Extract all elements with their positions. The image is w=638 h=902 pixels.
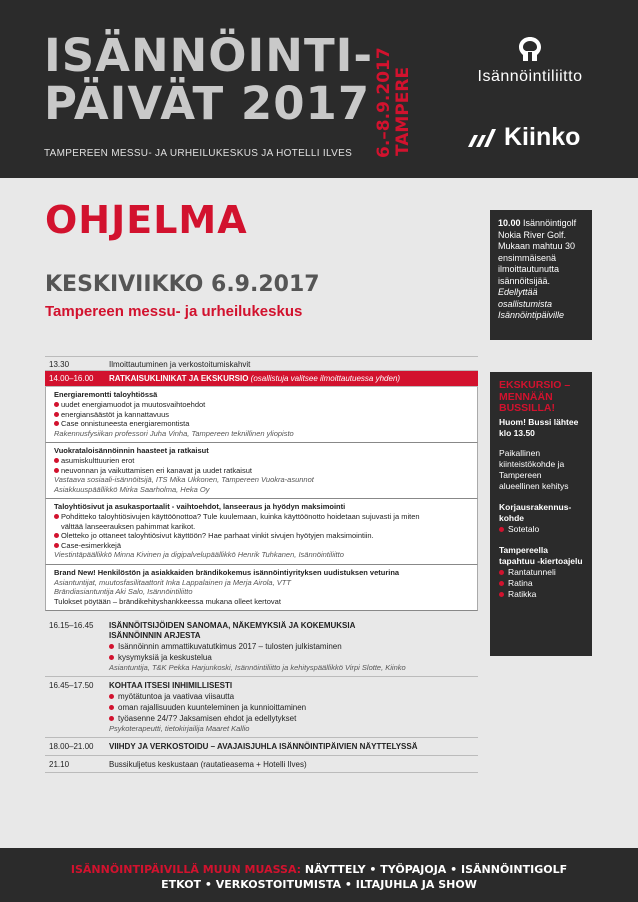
footer-list: NÄYTTELY • TYÖPAJOJA • ISÄNNÖINTIGOLF — [304, 863, 568, 876]
schedule-time: 13.30 — [49, 360, 70, 369]
event-title — [44, 29, 374, 130]
footer-banner — [0, 848, 638, 902]
bullet-icon — [499, 570, 504, 575]
excursion-subheading: Tampereella tapahtuu -kiertoajelu — [499, 544, 583, 566]
bullet-icon — [109, 655, 114, 660]
list-item: uudet energiamuodot ja muutosvaihtoehdot — [54, 400, 471, 410]
workshop-speaker: Brändiasiantuntija Aki Salo, Isännöintiliitto — [54, 587, 193, 596]
bullet-icon — [54, 514, 59, 519]
session-speaker: Asiantuntija, T&K Pekka Harjunkoski, Isännöintiliitto ja kehityspäällikkö Virpi Slotte, Kiinko — [109, 663, 406, 672]
list-item: Case onnistuneesta energiaremontista — [54, 419, 471, 429]
list-item: asumiskulttuurien erot — [54, 456, 471, 466]
schedule-row-clinics — [45, 371, 478, 387]
session-survey — [45, 617, 478, 677]
schedule-time: 16.45–17.50 — [49, 681, 94, 690]
list-item-continuation: välttää lanseerauksen pahimmat karikot. — [61, 521, 196, 531]
list-item: myötätuntoa ja vaativaa viisautta — [109, 691, 478, 702]
bullet-icon — [54, 468, 59, 473]
schedule-time: 21.10 — [49, 760, 70, 769]
workshop-rental-housing — [45, 443, 478, 499]
workshop-brand — [45, 565, 478, 612]
bullet-icon — [499, 581, 504, 586]
session-title: KOHTAA ITSESI INHIMILLISESTI — [109, 681, 233, 690]
excursion-title: EKSKURSIO – MENNÄÄN BUSSILLA! — [499, 379, 571, 414]
session-title: ISÄNNÖITSIJÖIDEN SANOMAA, NÄKEMYKSIÄ JA KOKEMUKSIA — [109, 621, 356, 630]
program-title: OHJELMA — [45, 198, 248, 242]
list-item: Isännöinnin ammattikuvatutkimus 2017 – tulosten julkistaminen — [109, 641, 478, 652]
vertical-dates: 6.–8.9.2017 — [374, 47, 394, 158]
workshop-title: Energiaremontti taloyhtiössä — [54, 390, 158, 399]
footer-line1 — [0, 862, 638, 877]
workshop-title: Vuokrataloisännöinnin haasteet ja ratkaisut — [54, 446, 209, 455]
list-item: Ratina — [499, 578, 583, 589]
workshop-energy — [45, 387, 478, 443]
workshop-speaker: Rakennusfysiikan professori Juha Vinha, Tampereen teknillinen yliopisto — [54, 428, 294, 438]
bullet-icon — [54, 402, 59, 407]
session-text: Bussikuljetus keskustaan (rautatieasema + Hotelli Ilves) — [109, 760, 307, 769]
schedule-row-registration — [45, 356, 478, 371]
isannointiliitto-logo — [452, 34, 608, 94]
list-item: kysymyksiä ja keskustelua — [109, 652, 478, 663]
workshop-portals — [45, 499, 478, 565]
bullet-icon — [109, 716, 114, 721]
list-item: työasenne 24/7? Jaksamisen ehdot ja edellytykset — [109, 713, 478, 724]
golf-text: Nokia River Golf. Mukaan mahtuu 30 ensimmäisenä ilmoittautunutta isännöitsijää. — [498, 229, 576, 286]
isannointiliitto-logo-text: Isännöintiliitto — [477, 68, 583, 85]
list-item: Sotetalo — [499, 524, 583, 535]
workshop-title: Brand New! Henkilöstön ja asiakkaiden brändikokemus isännöintiyrityksen uudistuksen veturina — [54, 567, 400, 577]
session-humanity — [45, 677, 478, 738]
golf-info-box — [490, 210, 592, 340]
venue-title: Tampereen messu- ja urheilukeskus — [45, 303, 303, 320]
golf-note: Edellyttää osallistumista Isännöintipäiville — [498, 287, 565, 320]
golf-title: Isännöintigolf — [523, 218, 577, 228]
list-item: Ratikka — [499, 589, 583, 600]
list-item: Rantatunneli — [499, 567, 583, 578]
bullet-icon — [54, 458, 59, 463]
bullet-icon — [54, 543, 59, 548]
event-subtitle: TAMPEREEN MESSU- JA URHEILUKESKUS JA HOTELLI ILVES — [44, 148, 353, 159]
workshop-speaker: Asiantuntijat, muutosfasilitaattorit Inka Lappalainen ja Merja Airola, VTT — [54, 577, 291, 587]
excursion-text: Paikallinen kiinteistökohde ja Tampereen alueellinen kehitys — [499, 447, 569, 491]
footer-line2: ETKOT • VERKOSTOITUMISTA • ILTAJUHLA JA SHOW — [161, 878, 477, 891]
schedule-time: 16.15–16.45 — [49, 621, 94, 630]
event-title-line1: ISÄNNÖINTI- — [44, 29, 374, 82]
bullet-icon — [109, 694, 114, 699]
isannointiliitto-logo-icon — [515, 34, 545, 64]
list-item: Oletteko jo ottaneet taloyhtiösivut käyttöön? Hae parhaat vinkit sivujen hyötyjen maksimointiin. — [54, 531, 471, 541]
list-item: Pohditteko taloyhtiösivujen käyttöönottoa? Tule kuulemaan, kuinka käyttöönotto hoidetaan sujuvasti ja miten — [54, 512, 471, 522]
workshop-speaker: Vastaava sosiaali-isännöitsijä, ITS Mika Ukkonen, Tampereen Vuokra-asunnot — [54, 475, 314, 484]
session-speaker: Psykoterapeutti, tietokirjailija Maaret Kallio — [109, 724, 250, 733]
schedule-time: 14.00–16.00 — [49, 374, 94, 383]
session-bus — [45, 756, 478, 773]
excursion-subheading: Korjausrakennus-kohde — [499, 501, 572, 523]
clinic-note: (osallistuja valitsee ilmoittautuessa yhden) — [250, 374, 401, 383]
kiinko-logo-icon — [466, 125, 500, 149]
kiinko-logo — [466, 120, 580, 154]
list-item: Case-esimerkkejä — [54, 541, 471, 551]
session-title-line2: ISÄNNÖINNIN ARJESTA — [109, 631, 201, 640]
kiinko-logo-text: Kiinko — [504, 122, 581, 151]
list-item: neuvonnan ja vaikuttamisen eri kanavat ja uudet ratkaisut — [54, 466, 471, 476]
bullet-icon — [499, 592, 504, 597]
vertical-date-block — [368, 30, 420, 160]
workshop-speaker: Viestintäpäällikkö Minna Kivinen ja digipalvelupäällikkö Henrik Tuhkanen, Isännöintiliitto — [54, 550, 344, 559]
workshop-title: Taloyhtiösivut ja asukasportaalit - vaihtoehdot, lanseeraus ja hyödyn maksimointi — [54, 502, 346, 511]
bullet-icon — [54, 533, 59, 538]
day-title: KESKIVIIKKO 6.9.2017 — [45, 272, 320, 297]
header-banner — [0, 0, 638, 178]
session-title: VIIHDY JA VERKOSTOIDU – AVAJAISJUHLA ISÄNNÖINTIPÄIVIEN NÄYTTELYSSÄ — [109, 742, 418, 751]
bullet-icon — [109, 705, 114, 710]
schedule-text: Ilmoittautuminen ja verkostoitumiskahvit — [109, 360, 251, 369]
golf-time: 10.00 — [498, 218, 521, 228]
vertical-city: TAMPERE — [393, 66, 413, 156]
excursion-bus-note: Huom! Bussi lähtee klo 13.50 — [499, 416, 579, 438]
workshop-note: Tulokset pöytään – brändikehityshankkeessa mukana olleet kertovat — [54, 596, 281, 606]
excursion-info-box — [490, 372, 592, 656]
session-party — [45, 738, 478, 756]
bullet-icon — [54, 421, 59, 426]
schedule — [45, 356, 478, 773]
bullet-icon — [54, 412, 59, 417]
bullet-icon — [499, 527, 504, 532]
workshop-speaker: Asiakkuuspäällikkö Mirka Saarholma, Heka Oy — [54, 484, 210, 494]
bullet-icon — [109, 644, 114, 649]
footer-highlight: ISÄNNÖINTIPÄIVILLÄ MUUN MUASSA: — [70, 863, 302, 876]
schedule-text — [109, 371, 478, 386]
list-item: oman rajallisuuden kuunteleminen ja kunnioittaminen — [109, 702, 478, 713]
schedule-time: 18.00–21.00 — [49, 742, 94, 751]
event-title-line2: PÄIVÄT 2017 — [44, 77, 371, 130]
clinic-title: RATKAISUKLINIKAT JA EKSKURSIO — [109, 374, 249, 383]
list-item: energiansäästöt ja kannattavuus — [54, 410, 471, 420]
